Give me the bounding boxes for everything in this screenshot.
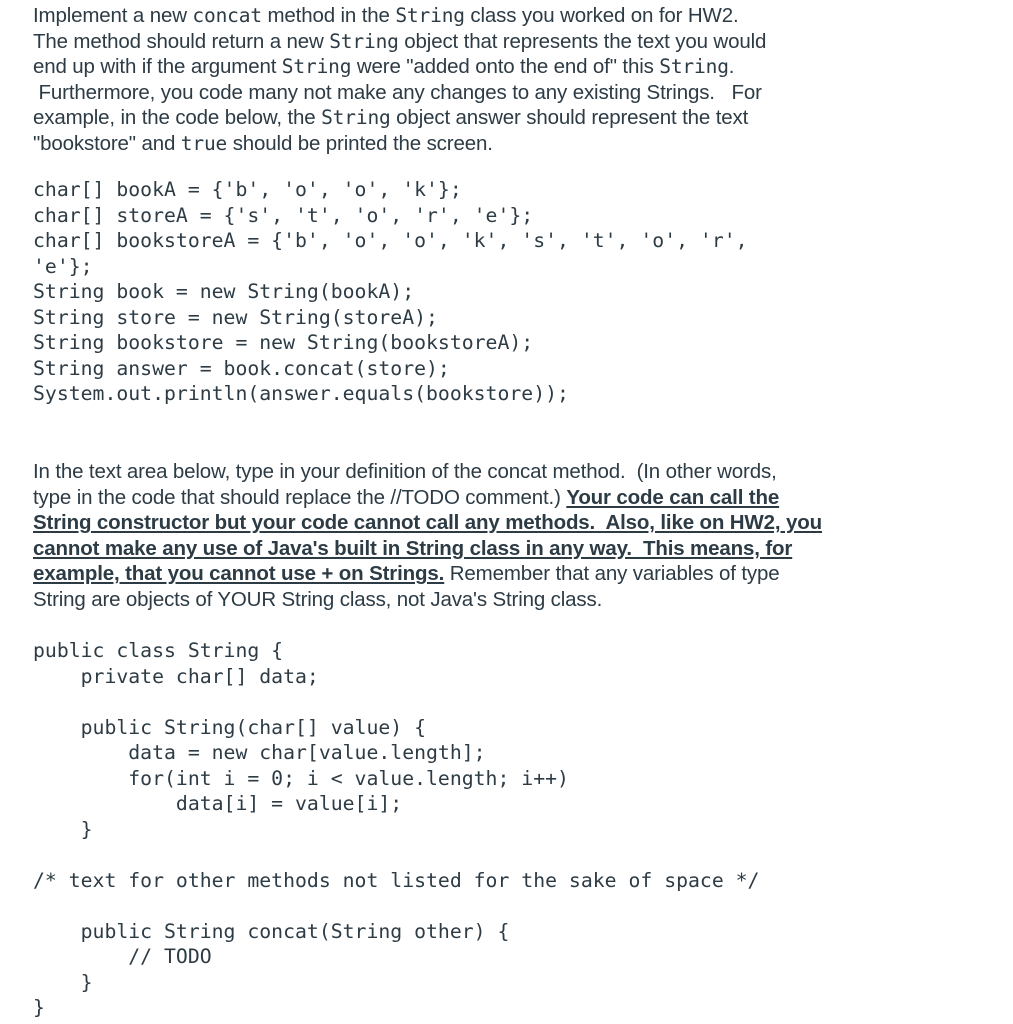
instructions-line-4: cannot make any use of Java's built in String class in any way. This means, for xyxy=(33,536,793,560)
code-line: System.out.println(answer.equals(bookstore)); xyxy=(33,382,569,405)
class-code-block xyxy=(33,638,759,1021)
instructions-line-1: In the text area below, type in your definition of the concat method. (In other words, xyxy=(33,460,777,483)
code-line: String answer = book.concat(store); xyxy=(33,356,450,380)
intro-line-4: Furthermore, you code many not make any changes to any existing Strings. For xyxy=(33,80,762,104)
instructions-line-3: String constructor but your code cannot call any methods. Also, like on HW2, you xyxy=(33,511,822,535)
intro-line-3: end up with if the argument String were "added onto the end of" this String. xyxy=(33,55,735,79)
code-line: String store = new String(storeA); xyxy=(33,305,438,329)
example-code-block xyxy=(33,177,748,407)
code-line: data[i] = value[i]; xyxy=(33,792,403,815)
code-line: String bookstore = new String(bookstoreA); xyxy=(33,331,534,354)
code-line xyxy=(33,689,759,715)
code-line xyxy=(33,842,759,868)
instructions-line-6: String are objects of YOUR String class, not Java's String class. xyxy=(33,587,603,611)
code-line xyxy=(33,893,759,919)
code-line: char[] storeA = {'s', 't', 'o', 'r', 'e'}; xyxy=(33,203,534,227)
instructions-line-5: example, that you cannot use + on Strings. Remember that any variables of type xyxy=(33,562,780,586)
code-line: } xyxy=(33,970,93,994)
intro-line-5: example, in the code below, the String object answer should represent the text xyxy=(33,106,749,130)
code-line: data = new char[value.length]; xyxy=(33,741,486,764)
code-line: char[] bookstoreA = {'b', 'o', 'o', 'k', 's', 't', 'o', 'r', xyxy=(33,229,748,252)
intro-line-6: "bookstore" and true should be printed the screen. xyxy=(33,131,493,155)
intro-line-2: The method should return a new String object that represents the text you would xyxy=(33,29,767,53)
intro-paragraph xyxy=(33,3,766,157)
instructions-line-2: type in the code that should replace the //TODO comment.) Your code can call the xyxy=(33,485,780,509)
code-line: } xyxy=(33,817,93,841)
code-line: public class String { xyxy=(33,639,284,662)
code-comment-line: /* text for other methods not listed for the sake of space */ xyxy=(33,868,760,892)
code-line: for(int i = 0; i < value.length; i++) xyxy=(33,766,569,790)
todo-comment-line: // TODO xyxy=(33,945,212,968)
code-line: String book = new String(bookA); xyxy=(33,280,415,303)
instructions-paragraph xyxy=(33,459,822,613)
code-line: } xyxy=(33,996,45,1019)
code-line: public String(char[] value) { xyxy=(33,715,427,739)
code-line: public String concat(String other) { xyxy=(33,919,510,943)
intro-line-1: Implement a new concat method in the String class you worked on for HW2. xyxy=(33,4,739,27)
code-line: char[] bookA = {'b', 'o', 'o', 'k'}; xyxy=(33,178,462,201)
code-line: private char[] data; xyxy=(33,664,319,688)
code-line: 'e'}; xyxy=(33,254,93,278)
